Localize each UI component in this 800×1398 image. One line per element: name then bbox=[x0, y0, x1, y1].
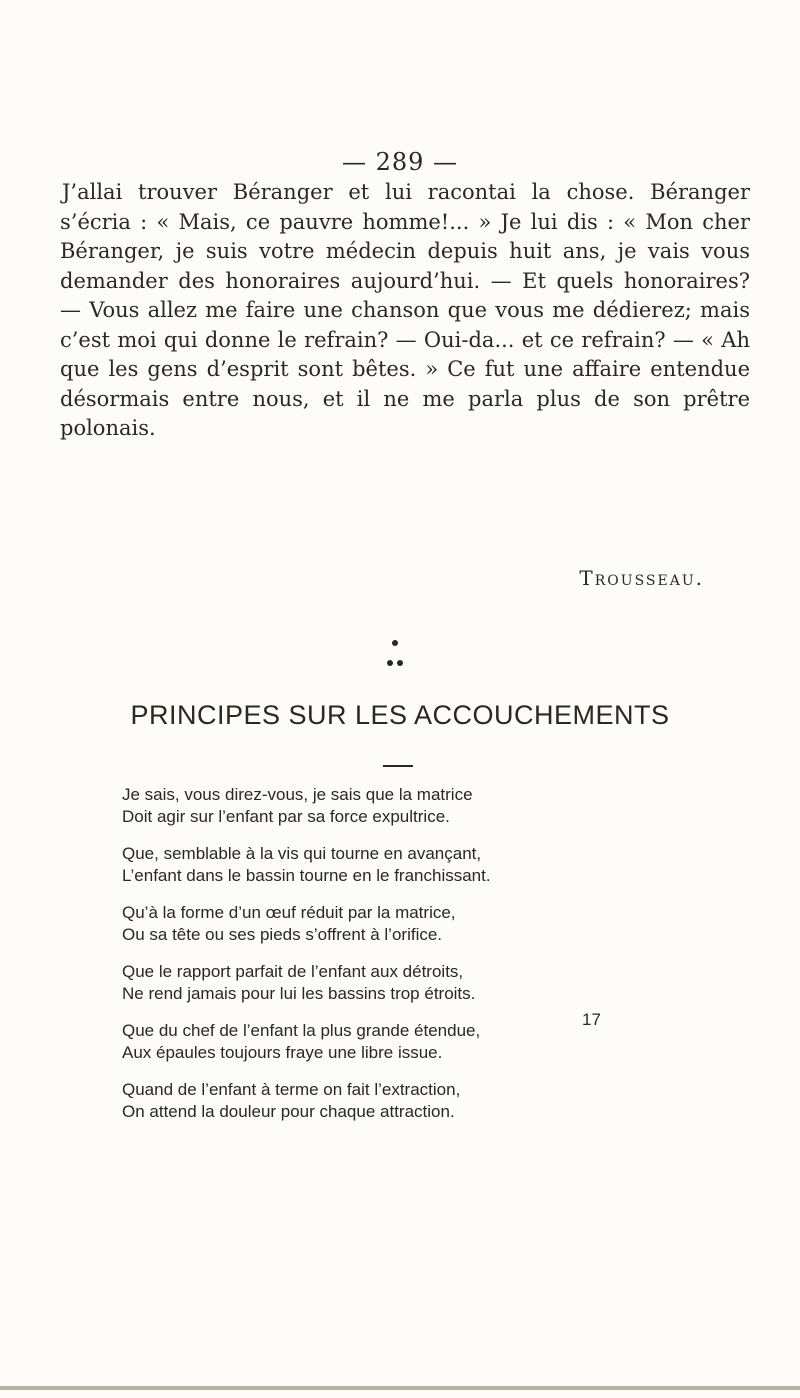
stanza bbox=[122, 961, 762, 1005]
stanza bbox=[122, 843, 762, 887]
verse-line: On attend la douleur pour chaque attraction. bbox=[122, 1102, 455, 1121]
verse-line: Qu’à la forme d’un œuf réduit par la matrice, bbox=[122, 903, 456, 922]
stanza bbox=[122, 902, 762, 946]
ornament-dot bbox=[392, 640, 398, 646]
verse-line: Je sais, vous direz-vous, je sais que la matrice bbox=[122, 785, 473, 804]
verse-line: L’enfant dans le bassin tourne en le franchissant. bbox=[122, 866, 491, 885]
stanza bbox=[122, 784, 762, 828]
page-number: — 289 — bbox=[341, 148, 459, 176]
stanza bbox=[122, 1020, 762, 1064]
verse-line: Que du chef de l’enfant la plus grande étendue, bbox=[122, 1021, 481, 1040]
asterism-ornament bbox=[380, 636, 410, 672]
poem-title: PRINCIPES SUR LES ACCOUCHEMENTS bbox=[130, 700, 670, 730]
prose-section bbox=[60, 178, 750, 444]
stanza bbox=[122, 1079, 762, 1123]
verse-line: Ou sa tête ou ses pieds s’offrent à l’orifice. bbox=[122, 925, 443, 944]
prose-paragraph: J’allai trouver Béranger et lui racontai la chose. Béranger s’écria : « Mais, ce pauvre homme!... » Je lui dis : « Mon cher Béranger, je suis votre médecin depuis huit ans, je vais vous demander des honoraires aujourd’hui. — Et quels honoraires? — Vous allez me faire une chanson que vous me dédierez; mais c’est moi qui donne le refrain? — Oui-da... et ce refrain? — « Ah que les gens d’esprit sont bêtes. » Ce fut une affaire entendue désormais entre nous, et il ne me parla plus de son prêtre polonais. bbox=[60, 180, 750, 440]
verse-line: Que, semblable à la vis qui tourne en avançant, bbox=[122, 844, 482, 863]
verse-line: Quand de l’enfant à terme on fait l’extraction, bbox=[122, 1080, 461, 1099]
title-rule bbox=[383, 765, 413, 767]
page-edge bbox=[0, 1386, 800, 1390]
verse-line: Doit agir sur l’enfant par sa force expultrice. bbox=[122, 807, 450, 826]
signature-mark: 17 bbox=[582, 1010, 601, 1029]
verse-line: Que le rapport parfait de l’enfant aux détroits, bbox=[122, 962, 464, 981]
verse-line: Aux épaules toujours fraye une libre issue. bbox=[122, 1043, 443, 1062]
ornament-dot bbox=[387, 660, 393, 666]
ornament-dot bbox=[397, 660, 403, 666]
verse-line: Ne rend jamais pour lui les bassins trop étroits. bbox=[122, 984, 476, 1003]
author-signature: Trousseau. bbox=[579, 566, 704, 590]
poem-verses bbox=[122, 784, 762, 1138]
